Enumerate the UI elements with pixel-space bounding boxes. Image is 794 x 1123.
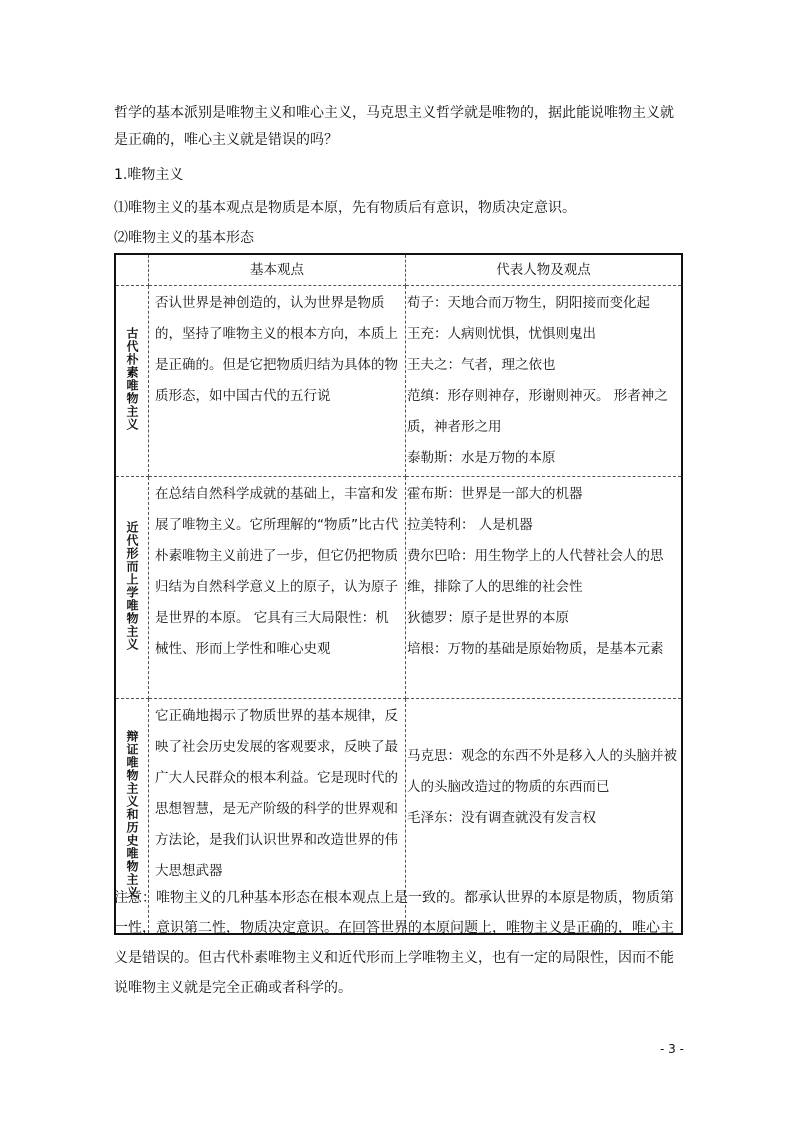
note-paragraph: 注意：唯物主义的几种基本形态在根本观点上是一致的。都承认世界的本原是物质，物质第一性，意识第二性，物质决定意识。在回答世界的本原问题上，唯物主义是正确的，唯心主义是错误的。但古代朴素唯物主义和近代形而上学唯物主义，也有一定的局限性，因而不能说唯物主义就是完全正确或者科学的。	[114, 890, 674, 996]
representatives-cell	[406, 286, 683, 477]
table-row	[115, 477, 682, 699]
page-number: - 3 -	[660, 1042, 684, 1056]
representative-entry: 马克思：观念的东西不外是移入人的头脑并被人的头脑改造过的物质的东西而已	[407, 748, 677, 795]
subsection-basic-forms: ⑵唯物主义的基本形态	[114, 230, 254, 246]
basic-view-cell	[149, 286, 406, 477]
representative-entry: 狄德罗：原子是世界的本原	[407, 610, 569, 626]
basic-view-text: 否认世界是神创造的，认为世界是物质的，坚持了唯物主义的根本方向，本质上是正确的。但是它把物质归结为具体的物质形态，如中国古代的五行说	[155, 295, 398, 404]
basic-view-cell	[149, 477, 406, 699]
subsection-basic-view: ⑴唯物主义的基本观点是物质是本原，先有物质后有意识，物质决定意识。	[114, 200, 576, 216]
header-representatives: 代表人物及观点	[406, 254, 683, 286]
table-header-row	[115, 254, 682, 286]
representative-entry: 霍布斯：世界是一部大的机器	[407, 486, 583, 502]
form-type-cell	[115, 286, 149, 477]
table-row	[115, 286, 682, 477]
header-type-cell	[115, 254, 149, 286]
representative-entry: 王夫之：气者，理之依也	[407, 357, 556, 373]
materialism-forms-table	[114, 253, 683, 935]
representative-entry: 费尔巴哈：用生物学上的人代替社会人的思维，排除了人的思维的社会性	[407, 548, 664, 595]
section-heading: 1.唯物主义	[114, 167, 184, 183]
form-type-cell	[115, 477, 149, 699]
representative-entry: 荀子：天地合而万物生，阴阳接而变化起	[407, 295, 650, 311]
form-type-label: 近代形而上学唯物主义	[125, 520, 139, 651]
representative-entry: 王充：人病则忧惧，忧惧则鬼出	[407, 326, 596, 342]
form-type-label: 古代朴素唯物主义	[125, 327, 139, 431]
representative-entry: 拉美特利： 人是机器	[407, 517, 533, 533]
representatives-cell	[406, 477, 683, 699]
header-basic-view: 基本观点	[149, 254, 406, 286]
intro-question: 哲学的基本派别是唯物主义和唯心主义，马克思主义哲学就是唯物的，据此能说唯物主义就是正确的，唯心主义就是错误的吗？	[114, 105, 674, 148]
representative-entry: 范缜：形存则神存，形谢则神灭。 形者神之质，神者形之用	[407, 388, 668, 435]
representative-entry: 培根：万物的基础是原始物质，是基本元素	[407, 641, 664, 657]
basic-view-text: 它正确地揭示了物质世界的基本规律，反映了社会历史发展的客观要求，反映了最广大人民群众的根本利益。它是现时代的思想智慧，是无产阶级的科学的世界观和方法论，是我们认识世界和改造世界的伟大思想武器	[155, 708, 398, 879]
basic-view-text: 在总结自然科学成就的基础上，丰富和发展了唯物主义。它所理解的“物质”比古代朴素唯物主义前进了一步，但它仍把物质归结为自然科学意义上的原子，认为原子是世界的本原。 它具有三大局限性：机械性、形而上学性和唯心史观	[155, 486, 399, 657]
representative-entry: 泰勒斯：水是万物的本原	[407, 450, 556, 466]
form-type-label: 辩证唯物主义和历史唯物主义	[125, 729, 139, 899]
representative-entry: 毛泽东：没有调查就没有发言权	[407, 810, 596, 826]
